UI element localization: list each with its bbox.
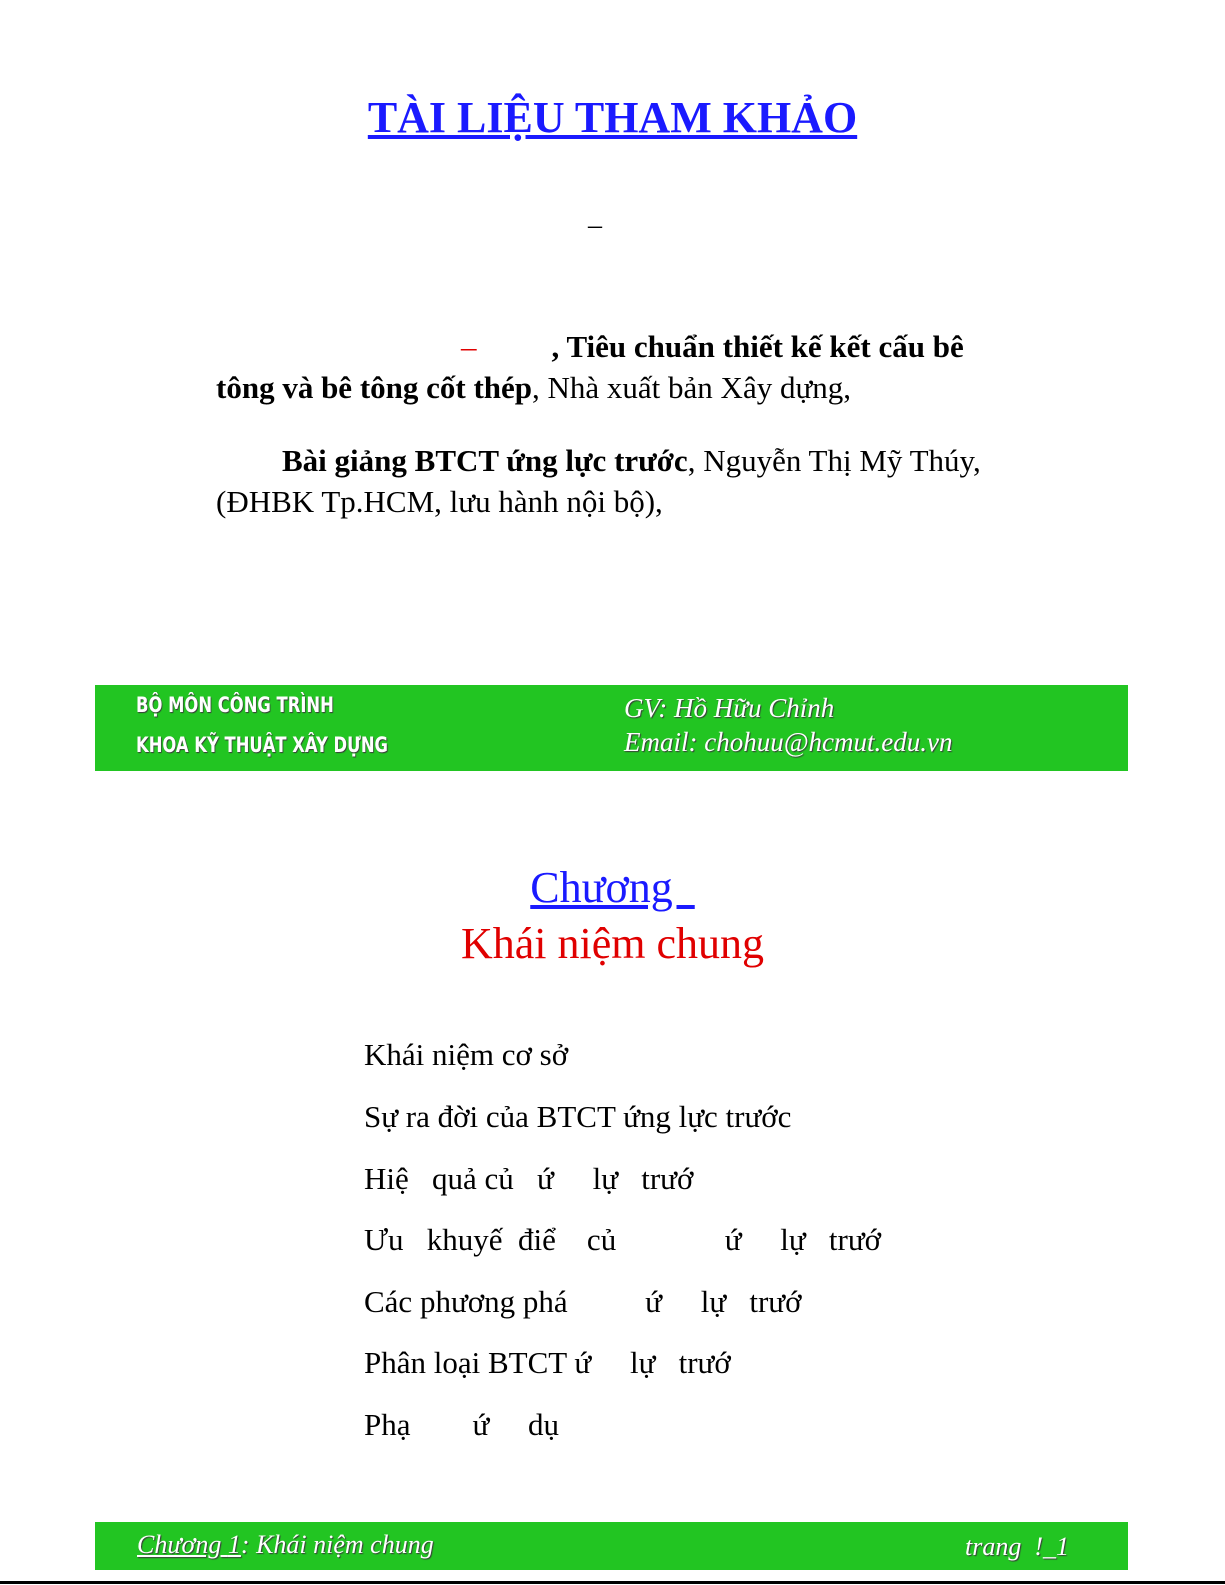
toc-item: Sự ra đời của BTCT ứng lực trước xyxy=(364,1099,792,1134)
toc-item: Phạ ứ dụ xyxy=(364,1407,560,1442)
toc-item: Hiệ quả củ ứ lự trướ xyxy=(364,1161,694,1196)
reference-2-author: , Nguyễn Thị Mỹ Thúy, xyxy=(687,443,981,478)
faculty-name: KHOA KỸ THUẬT XÂY DỰNG xyxy=(136,733,389,757)
reference-2 xyxy=(216,440,1116,522)
footer-chapter-title: : Khái niệm chung xyxy=(240,1530,434,1559)
toc-item: Ưu khuyế điể củ ứ lự trướ xyxy=(364,1222,882,1257)
reference-1-publisher: , Nhà xuất bản Xây dựng, xyxy=(532,370,852,405)
lecturer-email: Email: chohuu@hcmut.edu.vn xyxy=(624,727,953,757)
toc-item: Các phương phá ứ lự trướ xyxy=(364,1284,802,1319)
reference-1 xyxy=(216,326,1116,408)
toc-item: Phân loại BTCT ứ lự trướ xyxy=(364,1345,731,1380)
footer-page-number: trang !_1 xyxy=(965,1532,1069,1561)
references-heading: TÀI LIỆU THAM KHẢO xyxy=(367,93,858,142)
reference-2-publisher: (ĐHBK Tp.HCM, lưu hành nội bộ), xyxy=(216,484,663,519)
lecturer-name: GV: Hồ Hữu Chỉnh xyxy=(624,693,835,723)
header-band xyxy=(95,685,1128,771)
reference-1-dash: – xyxy=(461,329,477,364)
chapter-title: Khái niệm chung xyxy=(460,919,765,968)
bottom-divider xyxy=(0,1581,1225,1584)
reference-1-title-part2: tông và bê tông cốt thép xyxy=(216,370,533,405)
reference-2-title: Bài giảng BTCT ứng lực trước xyxy=(282,443,688,478)
reference-1-title-part1: , Tiêu chuẩn thiết kế kết cấu bê xyxy=(551,329,964,364)
footer-chapter xyxy=(137,1530,434,1560)
separator-dash: – xyxy=(588,210,602,241)
footer-chapter-prefix: Chương xyxy=(137,1530,228,1559)
footer-chapter-number: 1 xyxy=(227,1530,241,1559)
toc-item: Khái niệm cơ sở xyxy=(364,1037,569,1072)
department-name: BỘ MÔN CÔNG TRÌNH xyxy=(136,693,334,717)
chapter-label: Chương xyxy=(530,863,695,912)
